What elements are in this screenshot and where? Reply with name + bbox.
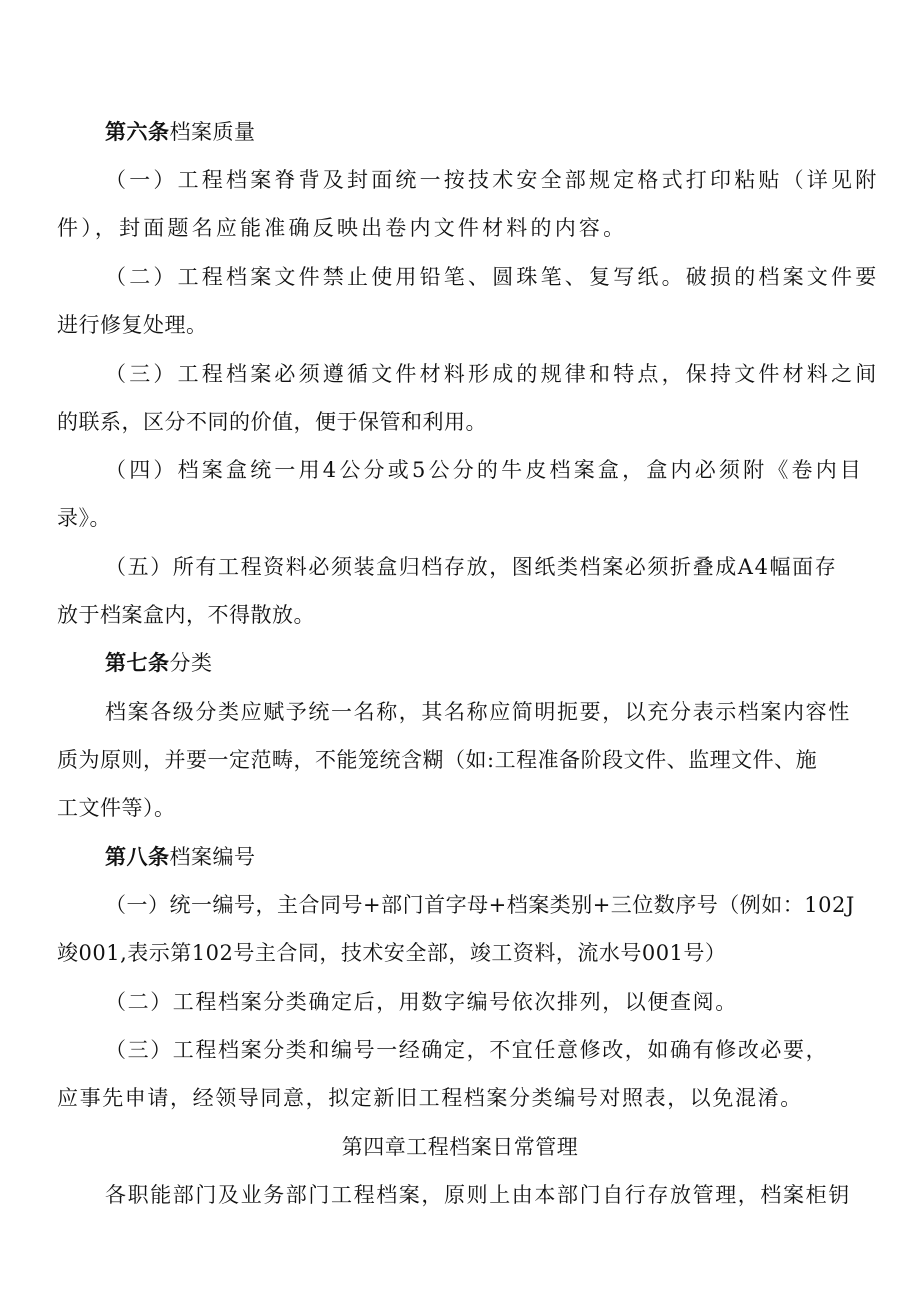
article-title: 档案质量 — [169, 120, 256, 144]
paragraph-line: 档案各级分类应赋予统一名称，其名称应简明扼要，以充分表示档案内容性 — [105, 700, 851, 724]
paragraph-line: （二）工程档案分类确定后，用数字编号依次排列，以便查阅。 — [105, 990, 738, 1014]
paragraph-line: 应事先申请，经领导同意，拟定新旧工程档案分类编号对照表，以免混淆。 — [57, 1086, 803, 1110]
paragraph-line: （二）工程档案文件禁止使用铅笔、圆珠笔、复写纸。破损的档案文件要 — [105, 265, 880, 289]
article-6-heading — [105, 117, 915, 147]
paragraph-line: 竣001,表示第102号主合同，技术安全部，竣工资料，流水号001号） — [57, 941, 727, 965]
paragraph-line: （三）工程档案必须遵循文件材料形成的规律和特点，保持文件材料之间 — [105, 362, 880, 386]
article-number: 第七条 — [105, 650, 170, 675]
paragraph-line: 放于档案盒内，不得散放。 — [57, 603, 315, 627]
article-number: 第八条 — [105, 844, 170, 869]
article-number: 第六条 — [105, 119, 170, 144]
article-title: 档案编号 — [169, 845, 256, 869]
paragraph-line: （一）统一编号，主合同号+部门首字母+档案类别+三位数序号（例如：102J — [105, 893, 855, 917]
paragraph-line: 件），封面题名应能准确反映出卷内文件材料的内容。 — [57, 216, 628, 240]
paragraph-line: 录》。 — [57, 506, 111, 530]
paragraph-line: （三）工程档案分类和编号一经确定，不宜任意修改，如确有修改必要， — [105, 1038, 829, 1062]
paragraph-line: （一）工程档案脊背及封面统一按技术安全部规定格式打印粘贴（详见附 — [105, 168, 880, 192]
paragraph-line: 各职能部门及业务部门工程档案，原则上由本部门自行存放管理，档案柜钥 — [105, 1183, 851, 1207]
paragraph-line: 工文件等）。 — [57, 796, 176, 820]
paragraph-line: 进行修复处理。 — [57, 313, 208, 337]
paragraph-line: （四）档案盒统一用4公分或5公分的牛皮档案盒，盒内必须附《卷内目 — [105, 458, 865, 482]
article-title: 分类 — [169, 651, 213, 675]
paragraph-line: 的联系，区分不同的价值，便于保管和利用。 — [57, 410, 487, 434]
article-8-heading — [105, 842, 915, 872]
chapter-4-title: 第四章工程档案日常管理 — [341, 1135, 579, 1159]
article-7-heading — [105, 648, 915, 678]
paragraph-line: 质为原则，并要一定范畴，不能笼统含糊（如:工程准备阶段文件、监理文件、施 — [57, 748, 818, 772]
paragraph-line: （五）所有工程资料必须装盒归档存放，图纸类档案必须折叠成A4幅面存 — [105, 555, 838, 579]
